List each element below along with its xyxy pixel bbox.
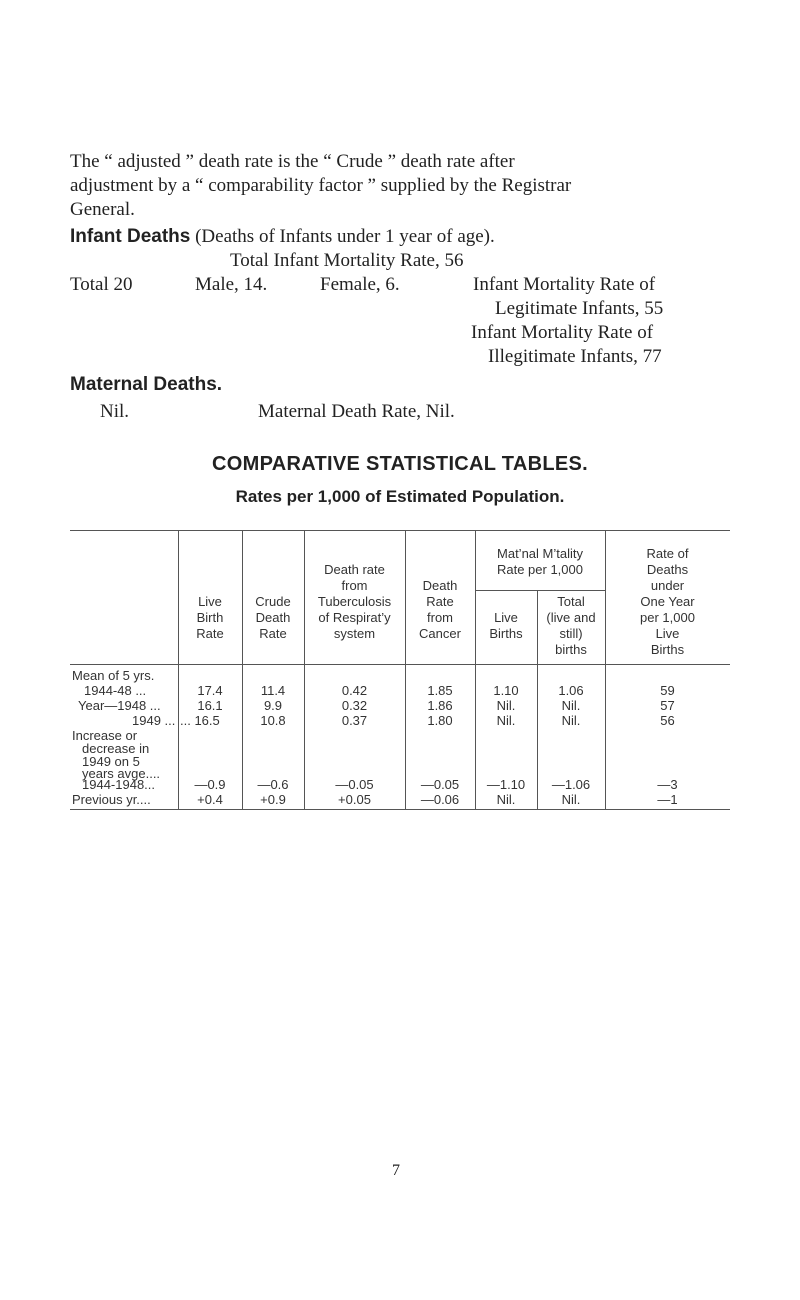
table-header-rule [70, 664, 730, 665]
row-change-on-average-cell: —1.06 [551, 777, 591, 792]
row-year-1948-cell: 57 [660, 698, 675, 713]
row-change-on-previous-year-cell: +0.4 [197, 792, 223, 807]
header-crude-death-rate [242, 546, 304, 642]
row-year-1948-cell: Nil. [496, 698, 516, 713]
header-text: system [333, 626, 376, 641]
header-text: Death [255, 610, 291, 625]
maternal-deaths-heading: Maternal Deaths. [70, 374, 223, 395]
row-year-1949-cell: Nil. [561, 713, 581, 728]
row-mean-1944-48-cell: 1.10 [493, 683, 519, 698]
row-change-on-previous-year-cell: —1 [657, 792, 678, 807]
header-maternal-mortality [475, 546, 605, 578]
infant-male: Male, 14. [195, 274, 268, 295]
infant-deaths-heading: Infant Deaths [70, 226, 191, 247]
header-text: Births [489, 626, 523, 641]
row-mean-1944-48-cell: 0.42 [341, 683, 368, 698]
row-year-1949-cell: 10.8 [260, 713, 286, 728]
header-text: Tuberculosis [317, 594, 392, 609]
row-change-on-previous-year-cell: —0.06 [420, 792, 460, 807]
header-total-births [537, 594, 605, 658]
header-text: per 1,000 [640, 610, 695, 625]
maternal-death-rate: Maternal Death Rate, Nil. [258, 401, 455, 422]
header-text: Rate per 1,000 [496, 562, 583, 577]
intro-line-3: General. [70, 199, 135, 220]
row-year-1948-cell: 1.86 [427, 698, 453, 713]
header-text: Deaths [646, 562, 689, 577]
header-text: Birth [196, 610, 224, 625]
row-change-on-average-cell: —0.6 [257, 777, 289, 792]
row-label-increase: Increase or [72, 728, 138, 743]
row-label-1949: 1949 ... [132, 713, 176, 728]
row-change-on-average-cell: —0.05 [420, 777, 460, 792]
header-text: Rate [426, 594, 454, 609]
header-tuberculosis-death-rate [304, 546, 405, 642]
row-label-1948: Year—1948 ... [78, 698, 161, 713]
row-change-on-average-cell: —1.10 [486, 777, 526, 792]
intro-line-1: The “ adjusted ” death rate is the “ Crude ” death rate after [70, 151, 515, 172]
header-text: Mat’nal M’tality [497, 546, 583, 561]
row-mean-1944-48-cell: 1.85 [427, 683, 453, 698]
header-text: still) [559, 626, 583, 641]
header-text: under [650, 578, 685, 593]
row-label-1944-1948: 1944-1948... [82, 777, 156, 792]
maternal-nil: Nil. [100, 401, 130, 422]
illegitimate-rate-line-1: Infant Mortality Rate of [471, 322, 654, 343]
row-year-1948-cell: 16.1 [197, 698, 223, 713]
row-year-1949-cell: 1.80 [427, 713, 453, 728]
header-text: Crude [255, 594, 291, 609]
header-text: Births [650, 642, 685, 657]
row-mean-1944-48-cell: 1.06 [558, 683, 584, 698]
header-infant-death-rate [605, 546, 730, 658]
row-year-1949-cell: 0.37 [341, 713, 368, 728]
legitimate-rate-line-2: Legitimate Infants, 55 [495, 298, 664, 319]
header-text: of Respirat’y [318, 610, 391, 625]
row-change-on-average-cell: —0.9 [194, 777, 226, 792]
header-text: Rate [259, 626, 287, 641]
infant-total: Total 20 [70, 274, 133, 295]
row-label-mean-years: 1944-48 ... [84, 683, 147, 698]
total-infant-mortality-rate: Total Infant Mortality Rate, 56 [230, 250, 464, 271]
row-change-on-previous-year-cell: Nil. [561, 792, 581, 807]
header-text: Total [557, 594, 585, 609]
row-label-years-avge: years avge.... [82, 766, 161, 781]
row-year-1948-cell: 0.32 [341, 698, 368, 713]
header-text: Death [422, 578, 458, 593]
header-text: One Year [640, 594, 695, 609]
infant-female: Female, 6. [320, 274, 400, 295]
intro-line-2: adjustment by a “ comparability factor ” supplied by the Registrar [70, 175, 572, 196]
header-text: Death rate [324, 562, 385, 577]
row-change-on-previous-year-cell: +0.9 [260, 792, 286, 807]
row-year-1949-cell: Nil. [496, 713, 516, 728]
legitimate-rate-line-1: Infant Mortality Rate of [473, 274, 656, 295]
header-text: Cancer [419, 626, 461, 641]
row-year-1948-cell: Nil. [561, 698, 581, 713]
row-mean-1944-48-cell: 11.4 [260, 683, 286, 698]
row-label-decrease: decrease in [82, 741, 150, 756]
infant-deaths-desc: (Deaths of Infants under 1 year of age). [190, 226, 495, 247]
row-change-on-average-cell: —3 [657, 777, 678, 792]
row-change-on-average-cell: —0.05 [335, 777, 374, 792]
header-text: Rate [196, 626, 224, 641]
table-bottom-rule [70, 809, 730, 810]
row-year-1949-cell: ... 16.5 [180, 713, 220, 728]
row-change-on-previous-year-cell: +0.05 [338, 792, 371, 807]
row-year-1948-cell: 9.9 [263, 698, 283, 713]
tables-subtitle: Rates per 1,000 of Estimated Population. [235, 487, 565, 506]
row-label-previous-year: Previous yr.... [72, 792, 151, 807]
table-top-rule [70, 530, 730, 531]
row-mean-1944-48-cell: 59 [660, 683, 675, 698]
row-label-mean: Mean of 5 yrs. [72, 668, 155, 683]
tables-title: COMPARATIVE STATISTICAL TABLES. [212, 453, 588, 475]
row-label-on-5: 1949 on 5 [82, 754, 140, 769]
header-cancer-death-rate [405, 546, 475, 642]
header-live-births [475, 610, 537, 642]
row-mean-1944-48-cell: 17.4 [197, 683, 223, 698]
comparative-statistics-table [70, 530, 730, 810]
infant-deaths-line [70, 225, 495, 249]
header-text: Live [494, 610, 518, 625]
header-text: (live and [546, 610, 596, 625]
page-number: 7 [392, 1162, 400, 1179]
header-text: Live [655, 626, 680, 641]
header-text: from [427, 610, 453, 625]
illegitimate-rate-line-2: Illegitimate Infants, 77 [488, 346, 662, 367]
table-matnal-rule [475, 590, 605, 591]
row-year-1949-cell: 56 [660, 713, 675, 728]
header-text: Rate of [646, 546, 689, 561]
header-live-birth-rate [178, 546, 242, 642]
row-change-on-previous-year-cell: Nil. [496, 792, 516, 807]
header-text: from [341, 578, 368, 593]
header-text: births [555, 642, 587, 657]
header-text: Live [198, 594, 222, 609]
